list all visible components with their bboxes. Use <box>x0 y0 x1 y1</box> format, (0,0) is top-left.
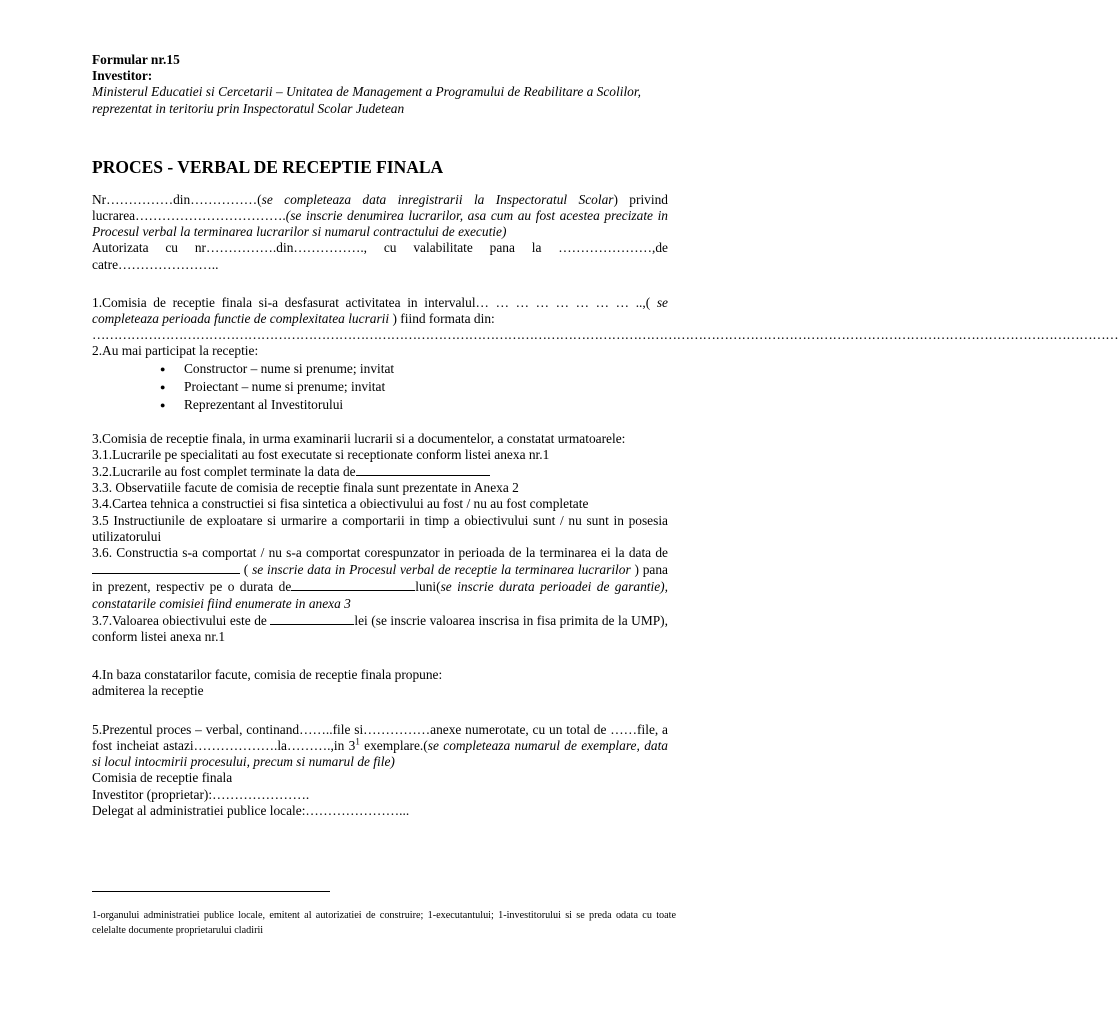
section-3-3: 3.3. Observatiile facute de comisia de receptie finala sunt prezentate in Anexa 2 <box>92 480 519 496</box>
date-blank <box>92 561 240 574</box>
list-item: ● Reprezentant al Investitorului <box>92 396 668 414</box>
section-3-6 <box>92 545 668 612</box>
investor-label: Investitor: <box>92 68 153 84</box>
section-2-title: 2.Au mai participat la receptie: <box>92 343 259 359</box>
section-1 <box>92 295 668 327</box>
section-3-1: 3.1.Lucrarile pe specialitati au fost executate si receptionate conform listei anexa nr.1 <box>92 446 550 462</box>
section-5-text: 5.Prezentul proces – verbal, continand……..file si……………anexe numerotate, cu un total de ……file, a fost incheiat astazi……………….la……….,in 3 <box>92 721 668 753</box>
section-4-proposal: admiterea la receptie <box>92 683 204 699</box>
signature-commission: Comisia de receptie finala <box>92 770 233 786</box>
section-3-intro: 3.Comisia de receptie finala, in urma examinarii lucrarii si a documentelor, a constatat urmatoarele: <box>92 430 626 446</box>
section-3-2 <box>92 463 668 480</box>
footnote-ref: 1 <box>355 736 360 747</box>
intro-paragraph <box>92 192 668 241</box>
section-4: 4.In baza constatarilor facute, comisia de receptie finala propune: <box>92 667 443 683</box>
duration-blank <box>291 578 415 591</box>
section-3-7-text: 3.7.Valoarea obiectivului este de <box>92 612 271 628</box>
footnote: 1-organului administratiei publice locale, emitent al autorizatiei de construire; 1-executantului; 1-investitorului si se preda odata cu toate celelalte documente proprietarului cladirii <box>92 910 676 936</box>
section-5-note: se completeaza numarul de exemplare, data si locul intocmirii procesului, precum si numarul de file) <box>92 737 669 770</box>
value-blank <box>270 612 354 625</box>
section-1-dots: ………………………………………………………………………………………………………………………………………………………………………………………………………………… <box>92 327 1118 343</box>
list-item: ● Proiectant – nume si prenume; invitat <box>92 378 668 396</box>
section-3-7 <box>92 612 668 645</box>
section-3-6-text: 3.6. Constructia s-a comportat / nu s-a comportat corespunzator in perioada de la terminarea ei la data de <box>92 545 668 561</box>
list-item: ● Constructor – nume si prenume; invitat <box>92 360 668 378</box>
intro-note-work: (se inscrie denumirea lucrarilor, asa cum au fost acestea precizate in Procesul verbal la terminarea lucrarilor si numarul contractului de executie) <box>92 208 668 240</box>
form-number: Formular nr.15 <box>92 52 180 67</box>
section-1-text: 1.Comisia de receptie finala si-a desfasurat activitatea in intervalul… … … … … … … … ..,( <box>92 294 651 310</box>
section-3-6-note-guarantee: se inscrie durata perioadei de garantie), constatarile comisiei fiind enumerate in anexa 3 <box>92 579 668 611</box>
paren-open: ( <box>240 562 253 578</box>
section-1-note: se completeaza perioada functie de complexitatea lucrarii <box>92 294 669 327</box>
section-1-end: ) fiind formata din: <box>392 311 495 327</box>
document-body <box>92 52 1118 819</box>
section-5-copies: exemplare.( <box>359 737 428 753</box>
section-3-2-text: 3.2.Lucrarile au fost complet terminate la data de <box>92 464 356 480</box>
authorization-line: Autorizata cu nr…………….din……………., cu valabilitate pana la …………………,de catre………………….. <box>92 240 668 272</box>
months-label: luni( <box>415 579 441 595</box>
section-3-7-end: lei (se inscrie valoarea inscrisa in fisa primita de la UMP), conform listei anexa nr.1 <box>92 612 668 645</box>
investor-text: Ministerul Educatiei si Cercetarii – Unitatea de Management a Programului de Reabilitare a Scolilor, reprezentat in teritoriu prin Inspectoratul Scolar Judetean <box>92 84 641 116</box>
participants-list <box>92 360 668 414</box>
footnote-rule <box>92 891 330 892</box>
section-5 <box>92 722 668 771</box>
signature-investor: Investitor (proprietar):…………………. <box>92 786 310 802</box>
section-3-6-note: se inscrie data in Procesul verbal de receptie la terminarea lucrarilor <box>252 562 635 578</box>
section-3-6-duration: ) pana in prezent, respectiv pe o durata de <box>92 562 669 595</box>
date-blank <box>356 463 490 476</box>
signature-delegate: Delegat al administratiei publice locale:…………………... <box>92 802 410 818</box>
section-3-5: 3.5 Instructiunile de exploatare si urmarire a comportarii in timp a obiectivului sunt / nu sunt in posesia utilizatorului <box>92 512 668 544</box>
intro-work-label: ) privind lucrarea……………………………. <box>92 191 668 224</box>
intro-nr-date: Nr……………din……………( <box>92 191 262 207</box>
section-3-4: 3.4.Cartea tehnica a constructiei si fisa sintetica a obiectivului au fost / nu au fost completate <box>92 496 589 512</box>
document-title: PROCES - VERBAL DE RECEPTIE FINALA <box>92 156 444 177</box>
intro-note-registration: se completeaza data inregistrarii la Inspectoratul Scolar <box>261 191 614 207</box>
